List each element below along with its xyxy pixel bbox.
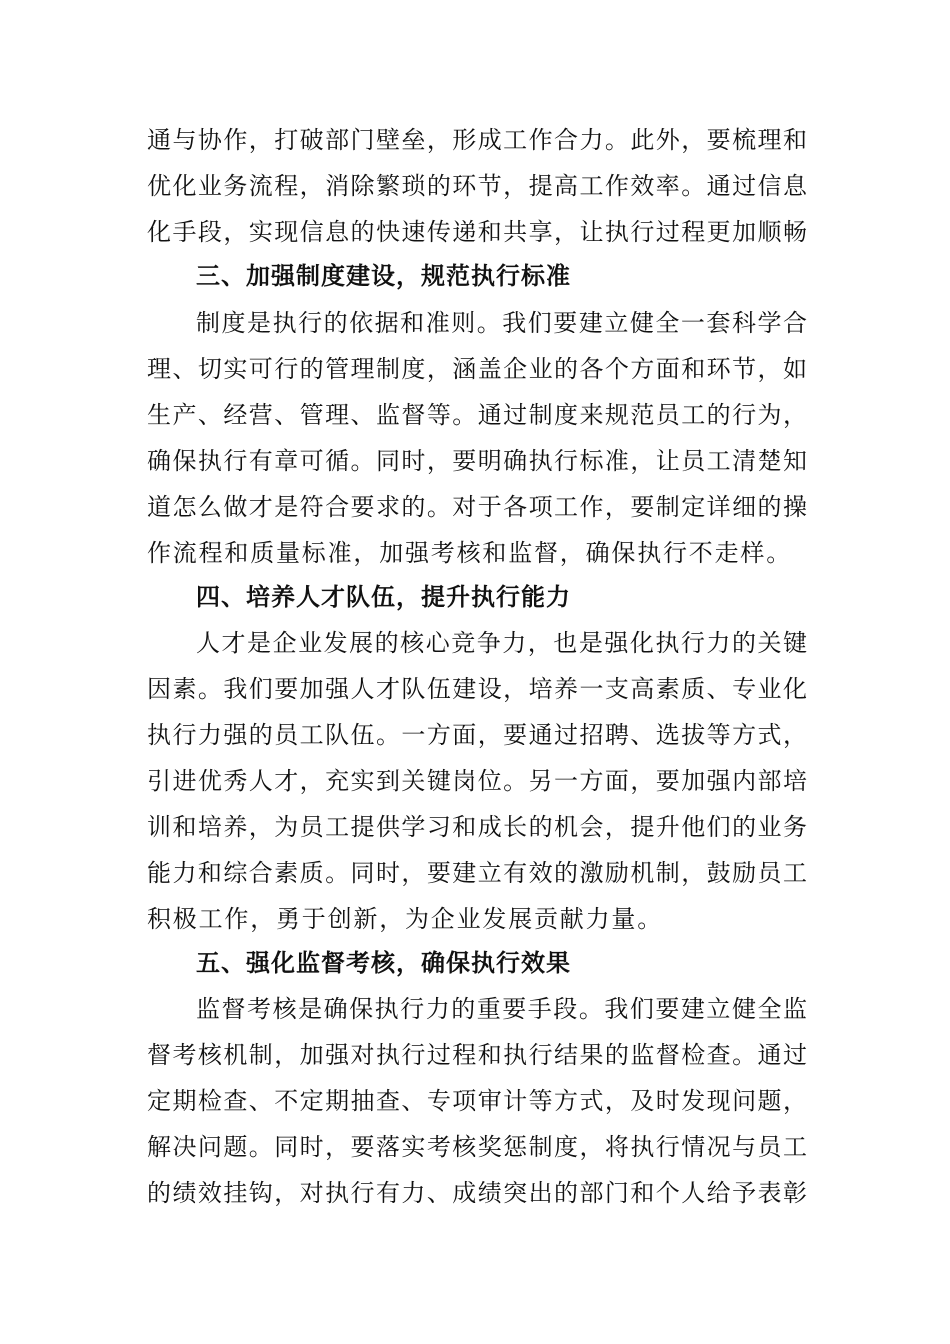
body-line: 引进优秀人才，充实到关键岗位。另一方面，要加强内部培 <box>147 767 807 795</box>
body-line: 优化业务流程，消除繁琐的环节，提高工作效率。通过信息 <box>147 172 807 200</box>
body-line: 通与协作，打破部门壁垒，形成工作合力。此外，要梳理和 <box>147 126 807 154</box>
body-line: 生产、经营、管理、监督等。通过制度来规范员工的行为， <box>147 401 807 429</box>
body-line: 确保执行有章可循。同时，要明确执行标准，让员工清楚知 <box>147 447 807 475</box>
body-line: 理、切实可行的管理制度，涵盖企业的各个方面和环节，如 <box>147 355 807 383</box>
body-line: 的绩效挂钩，对执行有力、成绩突出的部门和个人给予表彰 <box>147 1179 807 1207</box>
section-heading: 五、强化监督考核，确保执行效果 <box>196 949 571 977</box>
body-line: 解决问题。同时，要落实考核奖惩制度，将执行情况与员工 <box>147 1133 807 1161</box>
section-heading: 四、培养人才队伍，提升执行能力 <box>196 583 571 611</box>
body-line: 能力和综合素质。同时，要建立有效的激励机制，鼓励员工 <box>147 859 807 887</box>
body-line: 执行力强的员工队伍。一方面，要通过招聘、选拔等方式， <box>147 721 807 749</box>
body-line: 监督考核是确保执行力的重要手段。我们要建立健全监 <box>196 995 807 1023</box>
body-line: 因素。我们要加强人才队伍建设，培养一支高素质、专业化 <box>147 675 807 703</box>
body-line: 作流程和质量标准，加强考核和监督，确保执行不走样。 <box>147 539 792 567</box>
body-line: 定期检查、不定期抽查、专项审计等方式，及时发现问题， <box>147 1087 807 1115</box>
section-heading: 三、加强制度建设，规范执行标准 <box>196 262 571 290</box>
body-line: 训和培养，为员工提供学习和成长的机会，提升他们的业务 <box>147 813 807 841</box>
body-line: 人才是企业发展的核心竞争力，也是强化执行力的关键 <box>196 629 807 657</box>
body-line: 督考核机制，加强对执行过程和执行结果的监督检查。通过 <box>147 1041 807 1069</box>
body-line: 化手段，实现信息的快速传递和共享，让执行过程更加顺畅 <box>147 218 807 246</box>
body-line: 积极工作，勇于创新，为企业发展贡献力量。 <box>147 905 663 933</box>
body-line: 制度是执行的依据和准则。我们要建立健全一套科学合 <box>196 309 807 337</box>
body-line: 道怎么做才是符合要求的。对于各项工作，要制定详细的操 <box>147 493 807 521</box>
